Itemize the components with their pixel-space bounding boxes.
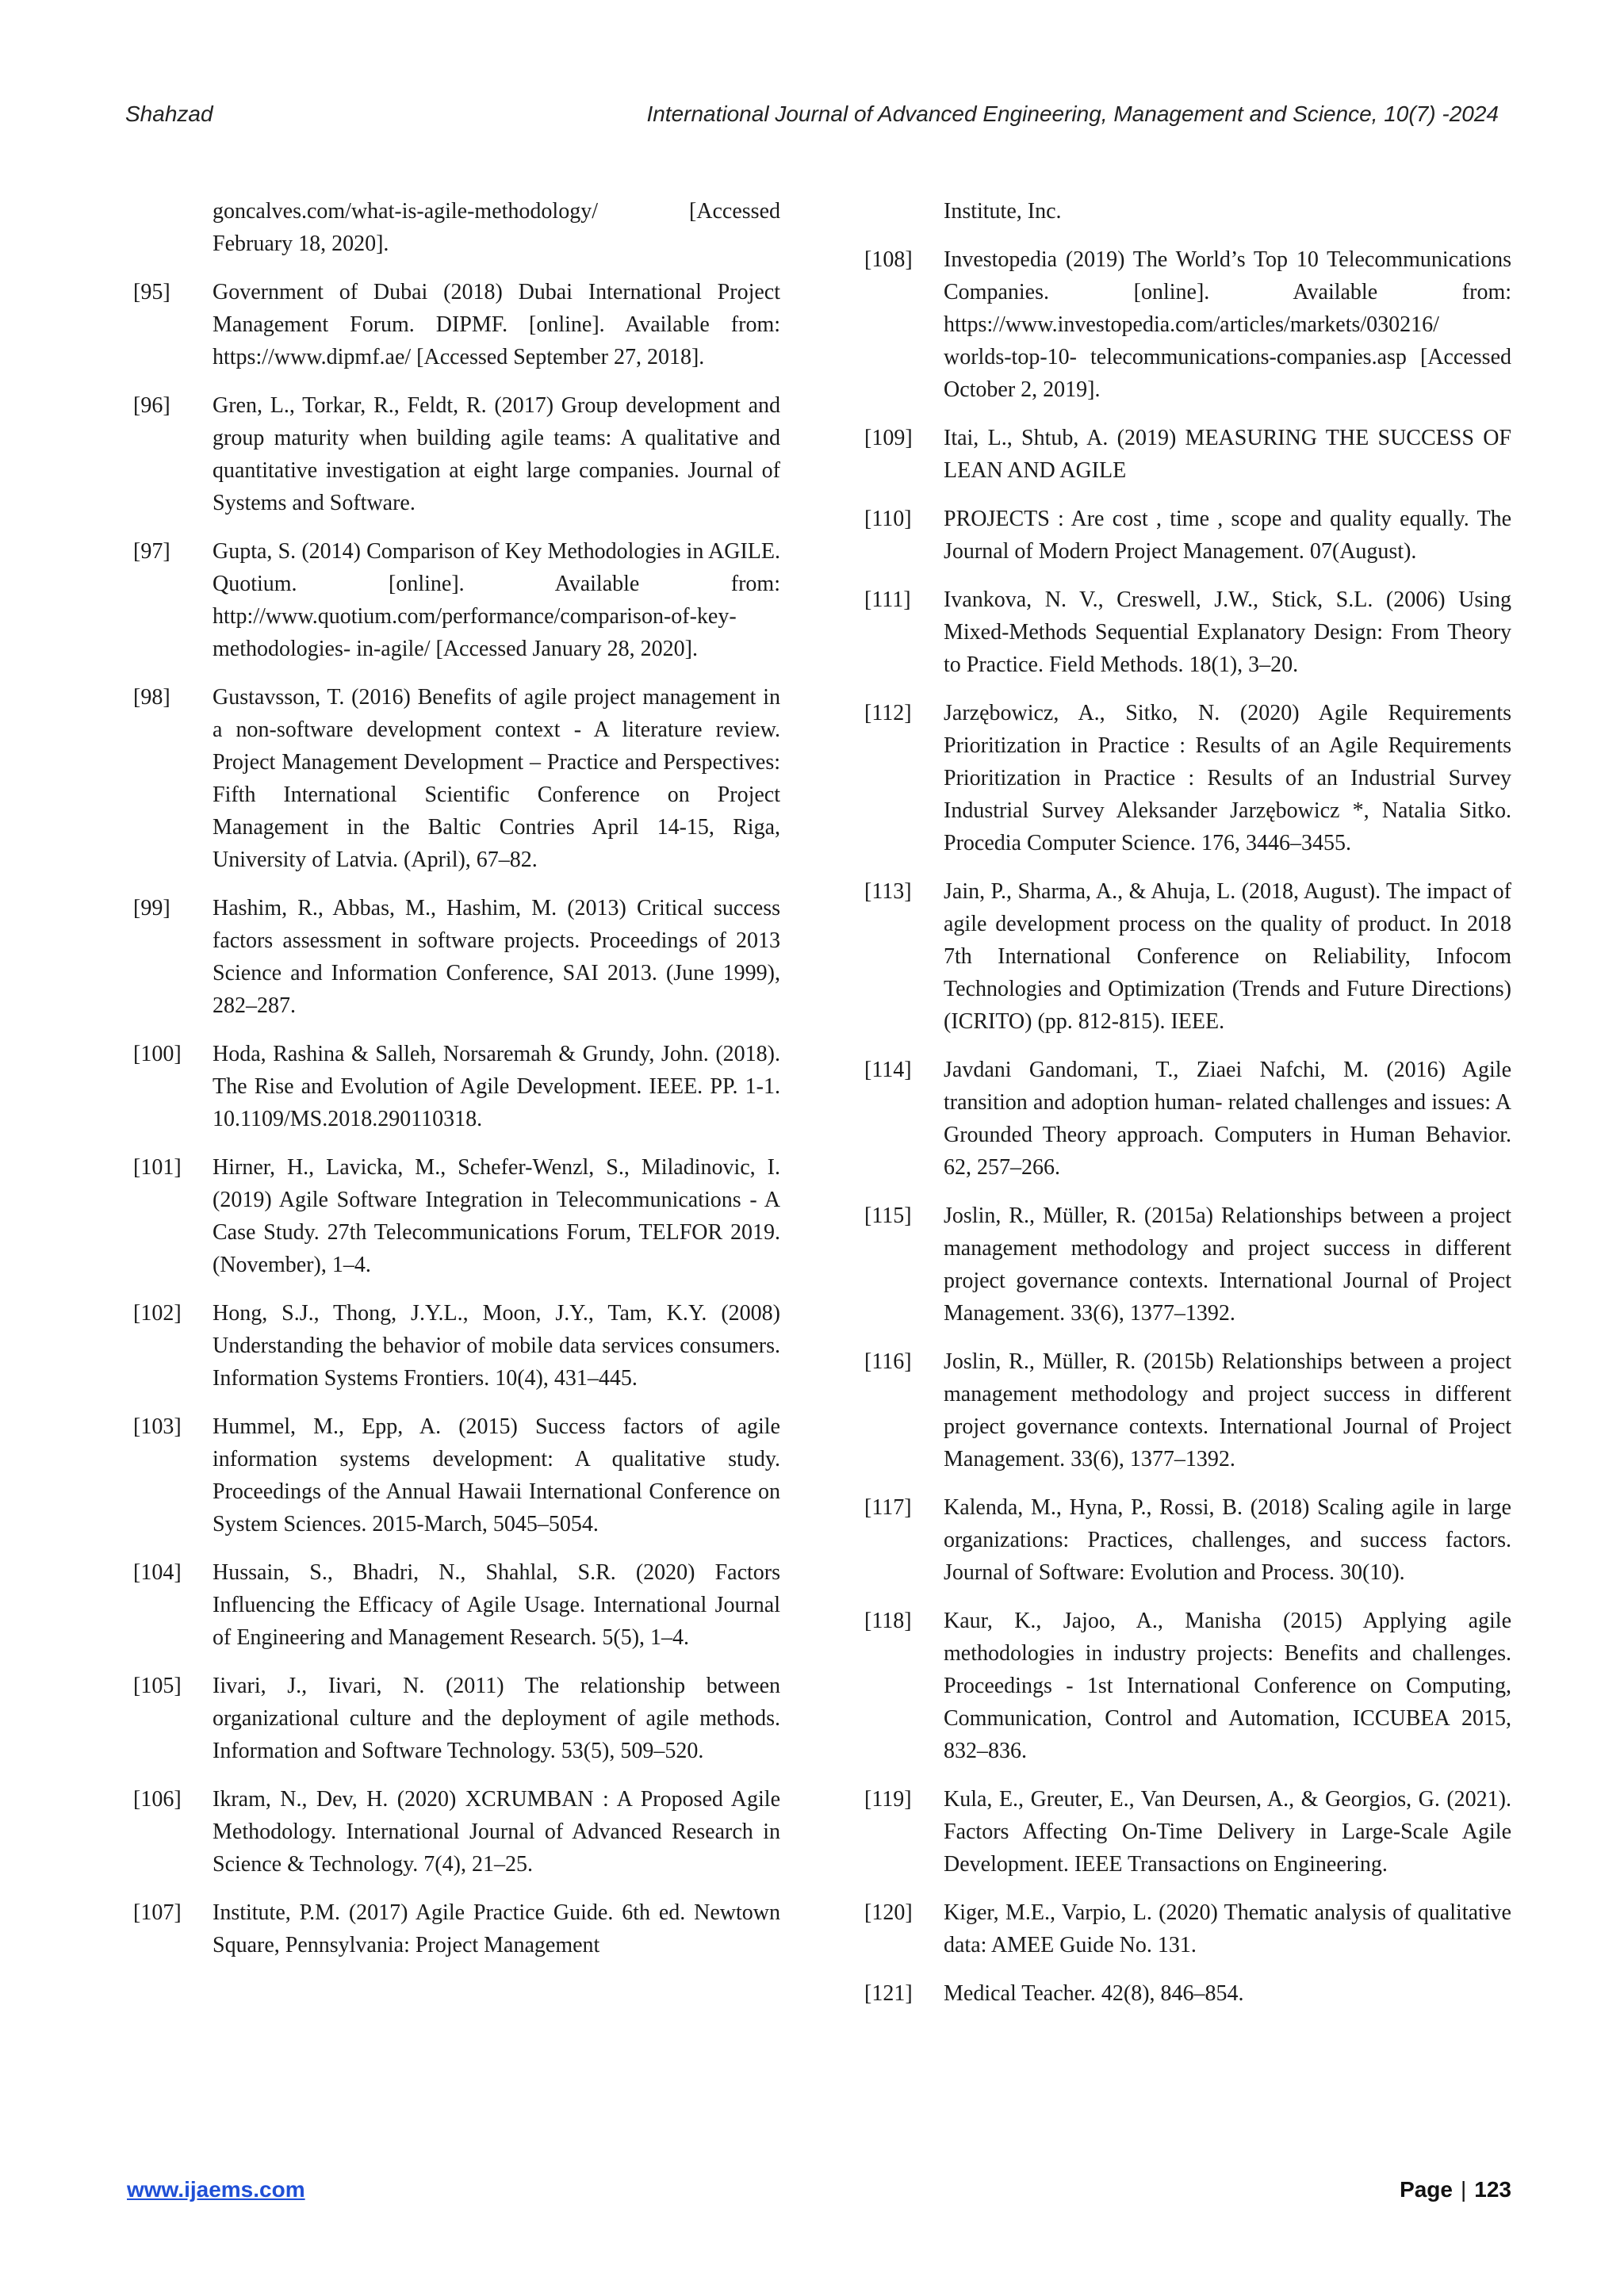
reference-entry (864, 195, 1511, 228)
reference-entry (133, 1783, 780, 1881)
reference-number: [118] (864, 1609, 912, 1633)
reference-number: [112] (864, 701, 912, 725)
reference-number: [117] (864, 1495, 912, 1520)
reference-number: [98] (133, 685, 170, 710)
reference-entry (864, 422, 1511, 487)
reference-text: Kiger, M.E., Varpio, L. (2020) Thematic analysis of qualitative data: AMEE Guide No. 131. (944, 1900, 1511, 1957)
page-number-value: 123 (1474, 2177, 1511, 2202)
reference-entry (133, 1896, 780, 1961)
page-separator: | (1461, 2177, 1467, 2202)
reference-text: Government of Dubai (2018) Dubai International Project Management Forum. DIPMF. [online]. Available from: https://www.dipmf.ae/ [Accessed September 27, 2018]. (213, 280, 780, 369)
reference-text: Gustavsson, T. (2016) Benefits of agile project management in a non-software development context - A literature review. Project Management Development – Practice and Perspectives: Fifth International Scientific Conference on Project Management in the Baltic Contries April 14-15, Riga, University of Latvia. (April), 67–82. (213, 685, 780, 872)
reference-text: Hashim, R., Abbas, M., Hashim, M. (2013) Critical success factors assessment in software projects. Proceedings of 2013 Science and Information Conference, SAI 2013. (June 1999), 282–287. (213, 896, 780, 1018)
reference-text: Jarzębowicz, A., Sitko, N. (2020) Agile Requirements Prioritization in Practice : Results of an Agile Requirements Prioritization in Practice : Results of an Industrial Survey Industrial Survey Aleksander Jarzębowicz *, Natalia Sitko. Procedia Computer Science. 176, 3446–3455. (944, 701, 1511, 855)
reference-entry (133, 535, 780, 665)
reference-entry (864, 1054, 1511, 1184)
reference-text: Jain, P., Sharma, A., & Ahuja, L. (2018, August). The impact of agile development process on the quality of product. In 2018 7th International Conference on Reliability, Infocom Technologies and Optimization (Trends and Future Directions) (ICRITO) (pp. 812-815). IEEE. (944, 879, 1511, 1034)
reference-text: Iivari, J., Iivari, N. (2011) The relationship between organizational culture and the deployment of agile methods. Information and Software Technology. 53(5), 509–520. (213, 1674, 780, 1763)
journal-website-link[interactable]: www.ijaems.com (127, 2177, 305, 2202)
page-number (1400, 2177, 1511, 2202)
header-journal-title: International Journal of Advanced Engineering, Management and Science, 10(7) -2024 (646, 101, 1499, 126)
running-header (125, 101, 1499, 136)
reference-text: Institute, P.M. (2017) Agile Practice Guide. 6th ed. Newtown Square, Pennsylvania: Project Management (213, 1900, 780, 1957)
reference-number: [99] (133, 896, 170, 920)
reference-entry (864, 1977, 1511, 2010)
reference-entry (864, 875, 1511, 1038)
reference-entry (864, 503, 1511, 568)
reference-entry (133, 1670, 780, 1767)
reference-text: Hong, S.J., Thong, J.Y.L., Moon, J.Y., Tam, K.Y. (2008) Understanding the behavior of mobile data services consumers. Information Systems Frontiers. 10(4), 431–445. (213, 1301, 780, 1391)
reference-number: [113] (864, 879, 912, 904)
reference-text: Itai, L., Shtub, A. (2019) MEASURING THE SUCCESS OF LEAN AND AGILE (944, 426, 1511, 483)
reference-number: [114] (864, 1058, 912, 1082)
reference-number: [115] (864, 1203, 912, 1228)
reference-number: [120] (864, 1900, 913, 1925)
reference-entry (133, 1410, 780, 1540)
reference-text: PROJECTS : Are cost , time , scope and quality equally. The Journal of Modern Project Management. 07(August). (944, 507, 1511, 564)
reference-text: Hussain, S., Bhadri, N., Shahlal, S.R. (2020) Factors Influencing the Efficacy of Agile Usage. International Journal of Engineering and Management Research. 5(5), 1–4. (213, 1560, 780, 1650)
reference-number: [97] (133, 539, 170, 564)
reference-text: Kula, E., Greuter, E., Van Deursen, A., & Georgios, G. (2021). Factors Affecting On-Time Delivery in Large-Scale Agile Development. IEEE Transactions on Engineering. (944, 1787, 1511, 1877)
reference-number: [104] (133, 1560, 182, 1585)
reference-text: Investopedia (2019) The World’s Top 10 Telecommunications Companies. [online]. Available from: https://www.investopedia.com/articles/markets/030216/ worlds-top-10- telecommunications-companies.asp [Accessed October 2, 2019]. (944, 247, 1511, 402)
reference-text: Hummel, M., Epp, A. (2015) Success factors of agile information systems development: A qualitative study. Proceedings of the Annual Hawaii International Conference on System Sciences. 2015-March, 5045–5054. (213, 1414, 780, 1536)
reference-text: Kalenda, M., Hyna, P., Rossi, B. (2018) Scaling agile in large organizations: Practices, challenges, and success factors. Journal of Software: Evolution and Process. 30(10). (944, 1495, 1511, 1585)
reference-entry (133, 1556, 780, 1654)
reference-entry (133, 276, 780, 373)
reference-entry (864, 1605, 1511, 1767)
reference-entry (133, 389, 780, 519)
reference-text: Gupta, S. (2014) Comparison of Key Methodologies in AGILE. Quotium. [online]. Available from: http://www.quotium.com/performance/comparison-of-key-methodologies- in-agile/ [Accessed January 28, 2020]. (213, 539, 780, 661)
reference-number: [109] (864, 426, 913, 450)
reference-text: Medical Teacher. 42(8), 846–854. (944, 1981, 1244, 2006)
reference-text: goncalves.com/what-is-agile-methodology/ [Accessed February 18, 2020]. (213, 199, 780, 256)
reference-entry (133, 195, 780, 260)
reference-entry (133, 681, 780, 876)
reference-number: [106] (133, 1787, 182, 1812)
reference-entry (864, 1491, 1511, 1589)
reference-text: Gren, L., Torkar, R., Feldt, R. (2017) Group development and group maturity when building agile teams: A qualitative and quantitative investigation at eight large companies. Journal of Systems and Software. (213, 393, 780, 515)
reference-number: [105] (133, 1674, 182, 1698)
reference-text: Hoda, Rashina & Salleh, Norsaremah & Grundy, John. (2018). The Rise and Evolution of Agile Development. IEEE. PP. 1-1. 10.1109/MS.2018.290110318. (213, 1042, 780, 1131)
reference-entry (864, 243, 1511, 406)
reference-text: Joslin, R., Müller, R. (2015a) Relationships between a project management methodology and project success in different project governance contexts. International Journal of Project Management. 33(6), 1377–1392. (944, 1203, 1511, 1326)
reference-entry (864, 1345, 1511, 1475)
references-right-column (864, 195, 1511, 2026)
header-author: Shahzad (125, 101, 213, 126)
reference-number: [111] (864, 587, 911, 612)
reference-number: [110] (864, 507, 912, 531)
reference-text: Kaur, K., Jajoo, A., Manisha (2015) Applying agile methodologies in industry projects: Benefits and challenges. Proceedings - 1st International Conference on Computing, Communication, Control and Automation, ICCUBEA 2015, 832–836. (944, 1609, 1511, 1763)
reference-entry (864, 697, 1511, 859)
reference-text: Ivankova, N. V., Creswell, J.W., Stick, S.L. (2006) Using Mixed-Methods Sequential Explanatory Design: From Theory to Practice. Field Methods. 18(1), 3–20. (944, 587, 1511, 677)
reference-number: [119] (864, 1787, 912, 1812)
reference-entry (133, 892, 780, 1022)
reference-entry (133, 1151, 780, 1281)
page-footer (127, 2177, 1511, 2209)
reference-text: Joslin, R., Müller, R. (2015b) Relationships between a project management methodology and project success in different project governance contexts. International Journal of Project Management. 33(6), 1377–1392. (944, 1349, 1511, 1471)
reference-number: [107] (133, 1900, 182, 1925)
references-left-column (133, 195, 780, 1977)
reference-text: Hirner, H., Lavicka, M., Schefer-Wenzl, S., Miladinovic, I. (2019) Agile Software Integration in Telecommunications - A Case Study. 27th Telecommunications Forum, TELFOR 2019. (November), 1–4. (213, 1155, 780, 1277)
reference-number: [95] (133, 280, 170, 304)
reference-entry (133, 1038, 780, 1135)
reference-number: [108] (864, 247, 913, 272)
reference-entry (133, 1297, 780, 1395)
reference-text: Javdani Gandomani, T., Ziaei Nafchi, M. (2016) Agile transition and adoption human- related challenges and issues: A Grounded Theory approach. Computers in Human Behavior. 62, 257–266. (944, 1058, 1511, 1180)
reference-number: [96] (133, 393, 170, 418)
page-label: Page (1400, 2177, 1453, 2202)
reference-entry (864, 1200, 1511, 1330)
reference-number: [101] (133, 1155, 182, 1180)
reference-number: [100] (133, 1042, 182, 1066)
reference-number: [103] (133, 1414, 182, 1439)
reference-text: Ikram, N., Dev, H. (2020) XCRUMBAN : A Proposed Agile Methodology. International Journal of Advanced Research in Science & Technology. 7(4), 21–25. (213, 1787, 780, 1877)
reference-entry (864, 1783, 1511, 1881)
reference-number: [121] (864, 1981, 913, 2006)
reference-number: [116] (864, 1349, 912, 1374)
reference-number: [102] (133, 1301, 182, 1326)
reference-entry (864, 1896, 1511, 1961)
reference-text: Institute, Inc. (944, 199, 1062, 224)
reference-entry (864, 584, 1511, 681)
